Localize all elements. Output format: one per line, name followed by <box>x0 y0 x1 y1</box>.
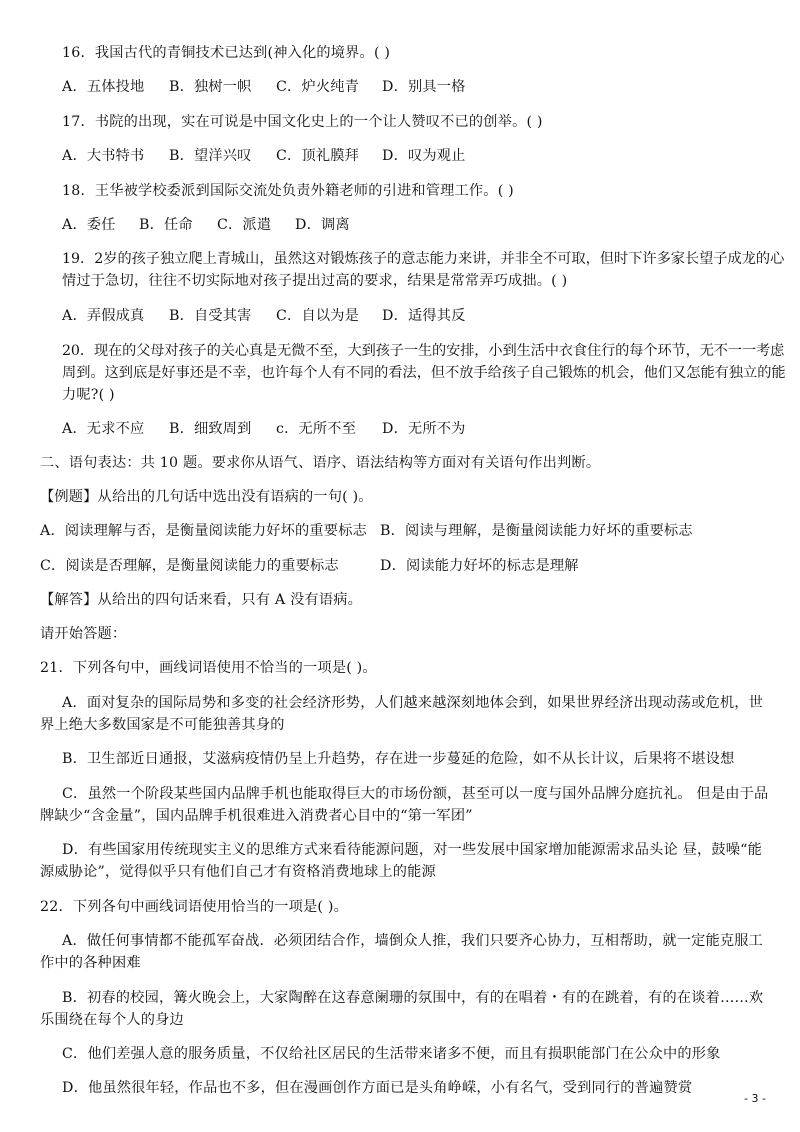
q21-option-c-line-2: 牌缺少“含金量”，国内品牌手机很难进入消费者心目中的“第一军团” <box>40 808 473 824</box>
q17-option-d: D．叹为观止 <box>382 148 466 164</box>
example-option-b: B．阅读与理解，是衡量阅读能力好坏的重要标志 <box>380 523 693 539</box>
q16-stem: 16．我国古代的青铜技术已达到(神入化的境界。( ) <box>62 45 391 61</box>
q18-stem: 18．王华被学校委派到国际交流处负责外籍老师的引进和管理工作。( ) <box>62 183 514 199</box>
q19-option-d: D．适得其反 <box>382 308 466 324</box>
q20-option-c: c．无所不至 <box>276 421 357 437</box>
start-answering: 请开始答题： <box>40 626 127 642</box>
q20-stem-line-1: 20．现在的父母对孩子的关心真是无微不至，大到孩子一生的安排，小到生活中衣食住行的每个环节，无不一一考虑 <box>62 343 785 359</box>
example-option-a: A．阅读理解与否，是衡量阅读能力好坏的重要标志 <box>40 523 367 539</box>
q18-option-a: A．委任 <box>62 217 116 233</box>
example-answer: 【解答】从给出的四句话来看，只有 A 没有语病。 <box>40 592 363 608</box>
section-2-heading: 二、语句表达：共 10 题。要求你从语气、语序、语法结构等方面对有关语句作出判断。 <box>40 455 601 471</box>
q22-option-a-line-2: 作中的各种困难 <box>40 955 141 971</box>
q20-stem-line-2: 周到。这到底是好事还是不幸，也许每个人有不同的看法，但不放手给孩子自己锻炼的机会，他们又怎能有独立的能 <box>62 365 786 381</box>
q16-option-a: A．五体投地 <box>62 79 145 95</box>
q18-option-d: D．调离 <box>295 217 350 233</box>
q22-option-b-line-2: 乐围绕在每个人的身边 <box>40 1012 184 1028</box>
example-question: 【例题】从给出的几句话中选出没有语病的一句( )。 <box>40 489 373 505</box>
q20-option-d: D．无所不为 <box>382 421 466 437</box>
q21-option-d-line-2: 源威胁论”，觉得似乎只有他们自己才有资格消费地球上的能源 <box>40 864 436 880</box>
q19-option-b: B．自受其害 <box>169 308 252 324</box>
q21-option-d-line-1: D．有些国家用传统现实主义的思维方式来看待能源问题，对一些发展中国家增加能源需求品头论 昼，鼓噪“能 <box>62 842 762 858</box>
q21-option-b: B．卫生部近日通报，艾滋病疫情仍呈上升趋势，存在进一步蔓延的危险，如不从长计议，后果将不堪设想 <box>62 751 735 767</box>
q16-option-b: B．独树一帜 <box>169 79 252 95</box>
q21-option-a-line-2: 界上绝大多数国家是不可能独善其身的 <box>40 717 285 733</box>
q16-option-c: C．炉火纯青 <box>276 79 359 95</box>
q22-option-a-line-1: A．做任何事情都不能孤军奋战．必须团结合作，墙倒众人推，我们只要齐心协力，互相帮助，就一定能克服工 <box>62 933 764 949</box>
q21-stem: 21．下列各句中，画线词语使用不恰当的一项是( )。 <box>40 660 377 676</box>
q20-stem-line-3: 力呢?( ) <box>62 387 115 403</box>
q20-option-b: B．细致周到 <box>169 421 252 437</box>
q22-option-d: D．他虽然很年轻，作品也不多，但在漫画创作方面已是头角峥嵘，小有名气，受到同行的普遍赞赏 <box>62 1080 693 1096</box>
q16-option-d: D．别具一格 <box>382 79 466 95</box>
q19-option-a: A．弄假成真 <box>62 308 145 324</box>
q19-stem-line-1: 19．2岁的孩子独立爬上青城山，虽然这对锻炼孩子的意志能力来讲，并非全不可取，但时下许多家长望子成龙的心 <box>62 251 785 267</box>
q22-option-b-line-1: B．初春的校园，篝火晚会上，大家陶醉在这春意阑珊的氛围中，有的在唱着・有的在跳着，有的在谈着……欢 <box>62 990 764 1006</box>
q18-option-b: B．任命 <box>139 217 193 233</box>
example-option-c: C．阅读是否理解，是衡量阅读能力的重要标志 <box>40 558 339 574</box>
page-number: - 3 - <box>744 1092 766 1105</box>
q18-option-c: C．派遣 <box>217 217 272 233</box>
q22-stem: 22．下列各句中画线词语使用恰当的一项是( )。 <box>40 899 348 915</box>
q20-option-a: A．无求不应 <box>62 421 145 437</box>
q19-stem-line-2: 情过于急切，往往不切实际地对孩子提出过高的要求，结果是常常弄巧成拙。( ) <box>62 273 568 289</box>
q21-option-c-line-1: C．虽然一个阶段某些国内品牌手机也能取得巨大的市场份额，甚至可以一度与国外品牌分庭抗礼。 但是由于品 <box>62 786 769 802</box>
q17-option-a: A．大书特书 <box>62 148 145 164</box>
q21-option-a-line-1: A．面对复杂的国际局势和多变的社会经济形势，人们越来越深刻地体会到，如果世界经济出现动荡或危机，世 <box>62 695 764 711</box>
q17-stem: 17．书院的出现，实在可说是中国文化史上的一个让人赞叹不已的创举。( ) <box>62 114 543 130</box>
q17-option-b: B．望洋兴叹 <box>169 148 252 164</box>
q17-option-c: C．顶礼膜拜 <box>276 148 359 164</box>
example-option-d: D．阅读能力好坏的标志是理解 <box>380 558 579 574</box>
q19-option-c: C．自以为是 <box>276 308 359 324</box>
q22-option-c: C．他们差强人意的服务质量，不仅给社区居民的生活带来诸多不便，而且有损职能部门在公众中的形象 <box>62 1046 721 1062</box>
